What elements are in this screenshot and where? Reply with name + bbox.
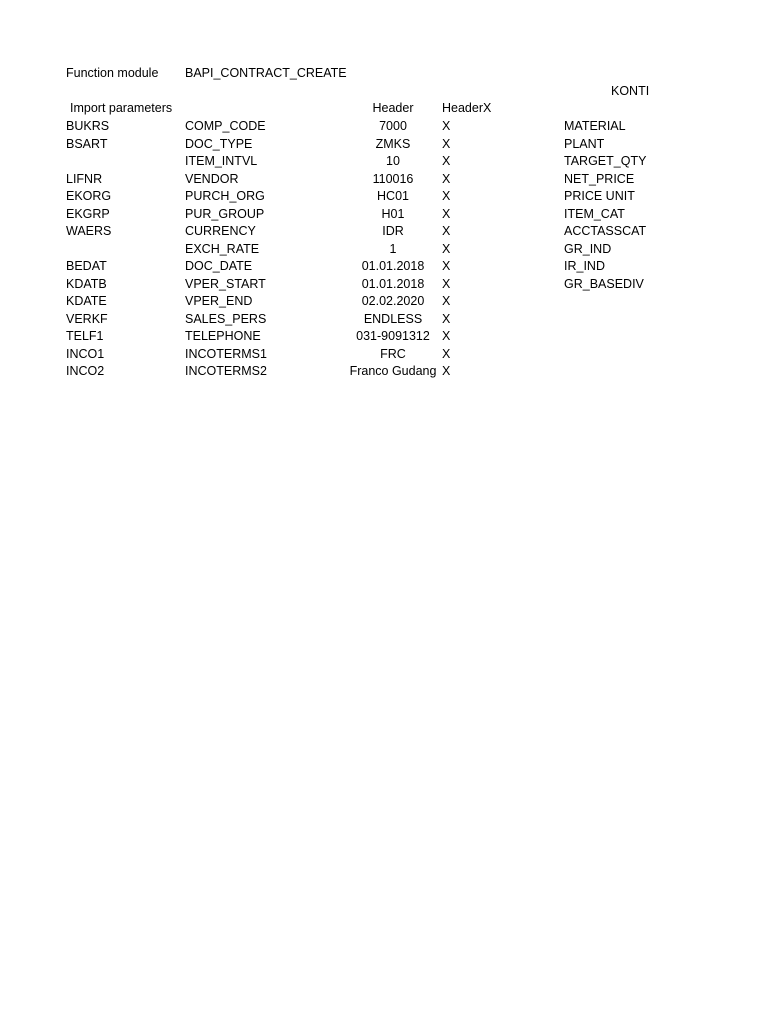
sap-name: INCO1 [66, 346, 105, 361]
headerx-flag: X [442, 171, 451, 186]
item-field: TARGET_QTY [564, 154, 647, 168]
header-value: 01.01.2018 [361, 276, 425, 291]
bapi-field: TELEPHONE [185, 329, 261, 343]
bapi-field: VPER_START [185, 276, 266, 291]
sap-name: INCO2 [66, 364, 105, 378]
headerx-flag: X [442, 206, 451, 221]
headerx-flag: X [442, 364, 451, 378]
item-field: PLANT [564, 136, 605, 151]
sap-name: TELF1 [66, 329, 104, 343]
item-field: IR_IND [564, 259, 605, 273]
header-value: Franco Gudang [349, 364, 437, 378]
headerx-flag: X [442, 241, 451, 256]
headerx-flag: X [442, 329, 451, 343]
sap-name: EKORG [66, 189, 112, 203]
item-field: ITEM_CAT [564, 206, 625, 221]
headerx-flag: X [442, 224, 451, 238]
header-value: 02.02.2020 [361, 294, 425, 308]
header-value: 7000 [379, 119, 407, 133]
header-value: FRC [380, 346, 406, 361]
bapi-field: PURCH_ORG [185, 189, 265, 203]
header-value: ZMKS [375, 136, 411, 151]
header-value: H01 [381, 206, 405, 221]
sap-name: KDATB [66, 276, 107, 291]
bapi-field: SALES_PERS [185, 311, 267, 326]
bapi-field: INCOTERMS1 [185, 346, 267, 361]
headerx-flag: X [442, 311, 451, 326]
header-value: 031-9091312 [356, 329, 430, 343]
headerx-flag: X [442, 259, 451, 273]
item-field: ACCTASSCAT [564, 224, 647, 238]
function-module-name: BAPI_CONTRACT_CREATE [185, 66, 347, 80]
sap-name: WAERS [66, 224, 112, 238]
sap-name: LIFNR [66, 171, 103, 186]
function-module-label: Function module [66, 66, 159, 80]
headerx-flag: X [442, 294, 451, 308]
headerx-flag: X [442, 276, 451, 291]
sap-name: BEDAT [66, 259, 107, 273]
headerx-flag: X [442, 154, 451, 168]
import-parameters-label: Import parameters [70, 101, 173, 115]
header-value: 10 [386, 154, 400, 168]
bapi-field: CURRENCY [185, 224, 256, 238]
sap-name: BUKRS [66, 119, 110, 133]
bapi-field: DOC_DATE [185, 259, 253, 273]
headerx-flag: X [442, 136, 451, 151]
header-value: 110016 [372, 171, 414, 186]
item-field: PRICE UNIT [564, 189, 635, 203]
bapi-field: INCOTERMS2 [185, 364, 267, 378]
sap-name: VERKF [66, 311, 108, 326]
konti-label: KONTI [611, 84, 650, 98]
header-value: HC01 [377, 189, 409, 203]
item-field: MATERIAL [564, 119, 626, 133]
bapi-field: COMP_CODE [185, 119, 266, 133]
headerx-flag: X [442, 346, 451, 361]
item-field: GR_BASEDIV [564, 276, 644, 291]
item-field: NET_PRICE [564, 171, 635, 186]
bapi-field: EXCH_RATE [185, 241, 260, 256]
header-value: 01.01.2018 [361, 259, 425, 273]
header-value: ENDLESS [363, 311, 423, 326]
header-value: IDR [382, 224, 404, 238]
sap-name: EKGRP [66, 206, 110, 221]
bapi-field: PUR_GROUP [185, 206, 265, 221]
bapi-field: VENDOR [185, 171, 239, 186]
headerx-flag: X [442, 189, 451, 203]
bapi-field: VPER_END [185, 294, 253, 308]
bapi-field: ITEM_INTVL [185, 154, 258, 168]
column-header-header: Header [372, 101, 414, 115]
header-value: 1 [389, 241, 397, 256]
bapi-field: DOC_TYPE [185, 136, 253, 151]
sap-name: KDATE [66, 294, 107, 308]
item-field: GR_IND [564, 241, 612, 256]
column-header-headerx: HeaderX [442, 101, 492, 115]
headerx-flag: X [442, 119, 451, 133]
sap-name: BSART [66, 136, 108, 151]
